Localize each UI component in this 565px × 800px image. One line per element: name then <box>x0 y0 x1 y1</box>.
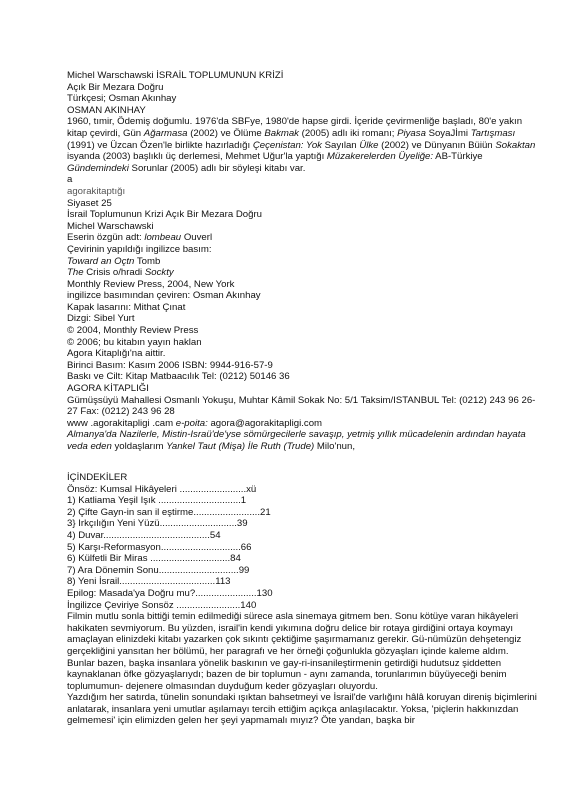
front-line: a <box>67 174 73 186</box>
toc-item: 7) Ara Dönemin Sonu..............................99 <box>67 564 250 576</box>
body-paragraph: Yazdığım her satırda, tünelin sonundaki ışıktan bahsetmeyi ve İsrail'de varlığını hâlâ koruyan direniş biçimlerini anlatarak, insanlara yeni umutlar aşılamayı tercih ettiğim açıkça anlaşılacaktır. Yoksa, 'piçlerin hakkınızdan gelmemesi' için elimizden gelen her şeyi yapmamalı mıyız? Öte yandan, başka bir <box>67 692 537 727</box>
front-line: © 2004, Monthly Review Press <box>67 325 199 337</box>
text-segment: Eserin özgün adt: <box>67 232 145 244</box>
text-segment: (1991) ve Üzcan Özen'le birlikte hazırladığı <box>67 139 253 151</box>
front-line <box>67 116 537 174</box>
text-segment: Toward an Oçtn <box>67 255 135 267</box>
toc-item: 2) Çifte Gayn-in san il eştirme.........................21 <box>67 506 271 518</box>
text-segment: AB-Türkiye <box>433 151 483 163</box>
front-line: © 2006; bu kitabın yayın haklan <box>67 336 202 348</box>
text-segment: 1960, tımir, Ödemiş doğumlu. 1976'da SBFye, 1980'de hapse girdi. İçeride çevirmenliğe başladı, 80'e yakın kitap çevirdi, Gün <box>67 116 523 139</box>
front-line: agorakitaptığı <box>67 185 126 197</box>
front-line: AGORA KİTAPLIĞI <box>67 383 149 395</box>
text-segment: Piyasa <box>397 127 426 139</box>
toc-item: 5) Karşı-Reformasyon..............................66 <box>67 541 252 553</box>
text-segment: Almanya'da Nazilerle, Mistin-Israü'de'yse sömürgecilerle savaşıp, yetmiş yıllık mücadelenin ardından hayata veda eden <box>67 429 526 452</box>
text-segment: Müzakerelerden Üyeliğe: <box>326 151 434 163</box>
text-segment: Ağarmasa <box>143 127 188 139</box>
text-segment: (2002) ve Dünyanın Büiün <box>378 139 496 151</box>
front-line: Türkçesi; Osman Akınhay <box>67 93 177 105</box>
toc-item: 8) Yeni İsrail....................................113 <box>67 576 231 588</box>
text-segment: Milo'nun, <box>314 441 356 452</box>
front-line: Çevirinin yapıldığı ingilizce basım: <box>67 243 212 255</box>
text-segment: Sayılan <box>321 139 360 151</box>
text-segment: Gündemindeki <box>67 162 129 174</box>
front-line: Gümüşsüyü Mahallesi Osmanlı Yokuşu, Muhtar Kâmil Sokak No: 5/1 Taksim/ISTANBUL Tel: (0212) 243 96 26-27 Fax: (0212) 243 96 28 <box>67 394 536 418</box>
front-line: Michel Warschawski İSRAİL TOPLUMUNUN KRİZİ <box>67 70 284 81</box>
text-segment: Yankel Taut (Mişa) İle Ruth (Trude) <box>166 441 315 452</box>
text-segment: www .agorakitapligi .cam <box>67 417 176 429</box>
toc-item: 3} Irkçılığın Yeni Yüzü.............................39 <box>67 518 248 530</box>
table-of-contents <box>67 472 537 727</box>
front-line <box>67 418 537 430</box>
text-segment: Sorunlar (2005) adlı bir söyleşi kitabı var. <box>128 162 306 174</box>
front-line: Birinci Basım: Kasım 2006 ISBN: 9944-916-57-9 <box>67 359 273 371</box>
toc-item: İngilizce Çeviriye Sonsöz ........................140 <box>67 599 257 611</box>
body-text <box>67 611 537 727</box>
text-segment: SoyaJİmi <box>425 127 471 139</box>
toc-item: Epilog: Masada'ya Doğru mu?.......................130 <box>67 587 273 599</box>
front-line: ingilizce basımından çeviren: Osman Akınhay <box>67 290 261 302</box>
text-segment: Tomb <box>134 255 161 267</box>
text-segment: The <box>67 267 84 279</box>
front-line <box>67 232 537 244</box>
text-segment: Tartışması <box>470 127 516 139</box>
front-line: Siyaset 25 <box>67 197 112 209</box>
front-matter <box>67 70 537 453</box>
front-line: Agora Kitaplığı'na aittir. <box>67 348 166 360</box>
front-line: Kapak lasarını: Mithat Çınat <box>67 301 186 313</box>
text-segment: Ouverl <box>181 232 213 244</box>
front-line: İsrail Toplumunun Krizi Açık Bir Mezara Doğru <box>67 209 262 221</box>
front-line: Baskı ve Cilt: Kitap Matbaacılık Tel: (0212) 50146 36 <box>67 371 290 383</box>
front-line <box>67 429 537 452</box>
toc-item: 6) Külfetli Bir Miras ..............................84 <box>67 553 241 565</box>
front-line: Açık Bir Mezara Doğru <box>67 81 164 93</box>
front-line <box>67 267 537 279</box>
text-segment: Bakmak <box>264 127 299 139</box>
text-segment: Çeçenistan: Yok <box>252 139 322 151</box>
text-segment: agora@agorakitapligi.com <box>207 417 323 429</box>
text-segment: Sockty <box>144 267 174 279</box>
text-segment: (2005) adlı iki romanı; <box>298 127 398 139</box>
toc-title: İÇİNDEKİLER <box>67 472 128 483</box>
toc-item: Önsöz: Kumsal Hikâyeleri .........................xü <box>67 483 257 495</box>
text-segment: Crisis o/hradi <box>83 267 145 279</box>
front-line: Michel Warschawski <box>67 220 154 232</box>
text-segment: isyanda (2003) başlıklı üç derlemesi, Mehmet Uğur'la yaptığı <box>67 151 327 163</box>
text-segment: e-poita: <box>175 417 208 429</box>
text-segment: yoldaşlarım <box>111 441 167 452</box>
text-segment: Sokaktan <box>495 139 536 151</box>
toc-item: 4) Duvar........................................54 <box>67 529 221 541</box>
text-segment: lombeau <box>144 232 182 244</box>
front-line: Dizgi: Sibel Yurt <box>67 313 135 325</box>
text-segment: (2002) ve Ölüme <box>187 127 265 139</box>
toc-list <box>67 484 537 612</box>
body-paragraph: Filmin mutlu sonla bittiği temin edilmediği sürece asla sinemaya gitmem ben. Sonu kötüye varan hikâyeleri hakikaten sevmiyorum. Bu yüzden, israil'in kendi yıkımına doğru delice bir rotaya girdiğini ortaya koymayı amaçlayan elinizdeki kitabı yazarken çok sıkıntı çektiğime şaşırmamanız gerekir. Gü-nümüzün dehşetengiz gerçekliğini yansıtan her bölümü, her paragrafı ve her örneği çoğunlukla gözyaşları içinde kaleme aldım. Bunlar bazen, başka insanlara yönelik baskının ve gay-ri-insanileştirmenin getirdiği hudutsuz şiddetten kaynaklanan öfke gözyaşlarıydı; bazen de bir toplumun - aynı zamanda, torunlarımın büyüyeceği benim toplumumun- dejenere olmasından duyduğum keder gözyaşları oluyordu. <box>67 611 522 692</box>
text-segment: Ülke <box>359 139 379 151</box>
front-line: OSMAN AKINHAY <box>67 104 146 116</box>
front-line <box>67 256 537 268</box>
front-line: Monthly Review Press, 2004, New York <box>67 278 235 290</box>
toc-item: 1) Katliama Yeşil Işık ...............................1 <box>67 495 247 507</box>
